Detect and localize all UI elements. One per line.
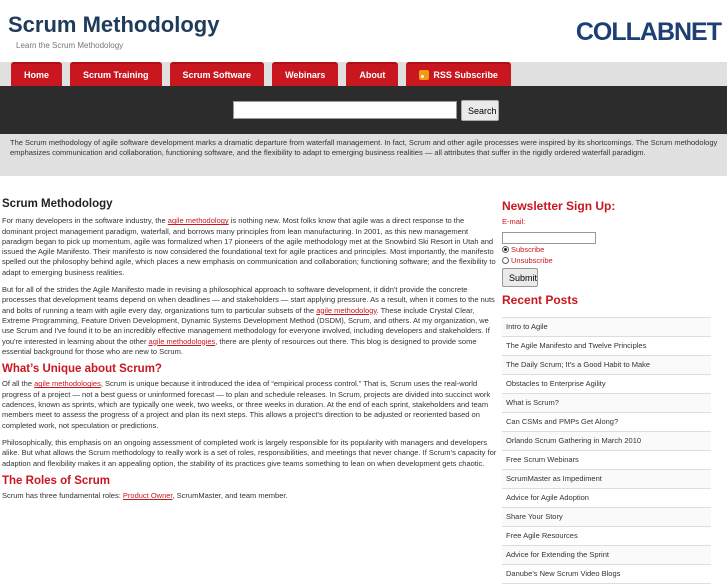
recent-post-item[interactable]: Orlando Scrum Gathering in March 2010 [502,432,711,451]
recent-posts-list [502,317,711,584]
intro-banner: The Scrum methodology of agile software development marks a dramatic departure from waterfall management. In fact, Scrum and other agile processes were inspired by its shortcomings. The Scrum methodology emphasizes communication and collaboration, functioning software, and the flexibility to adapt to emerging business realities — all attributes that suffer in the rigidly ordered waterfall paradigm. [0,134,727,176]
nav-label: Scrum Training [83,70,149,80]
section-heading-roles: The Roles of Scrum [2,474,110,487]
text: , ScrumMaster, and team member. [172,491,288,501]
link-agile-methodology[interactable]: agile methodology [167,216,229,226]
submit-button[interactable]: Submit [502,268,538,287]
radio-subscribe[interactable] [502,246,509,253]
recent-post-item[interactable]: Can CSMs and PMPs Get Along? [502,413,711,432]
recent-posts-heading: Recent Posts [502,293,579,307]
radio-label: Unsubscribe [511,256,553,265]
radio-unsubscribe[interactable] [502,257,509,264]
email-label: E-mail: [502,217,526,226]
search-input[interactable] [233,101,457,119]
nav-about[interactable] [346,62,398,86]
paragraph-3 [2,379,497,430]
recent-post-item[interactable]: Free Agile Resources [502,527,711,546]
text: Of all the [2,379,35,389]
site-tagline: Learn the Scrum Methodology [16,41,124,50]
nav-label: Scrum Software [182,70,252,80]
nav-scrum-training[interactable] [70,62,162,86]
nav-home[interactable] [11,62,62,86]
radio-label: Subscribe [511,245,545,254]
section-heading-unique: What’s Unique about Scrum? [2,363,162,376]
recent-post-item[interactable]: What is Scrum? [502,394,711,413]
text: For many developers in the software industry, the [2,216,168,226]
rss-icon [419,70,429,80]
recent-post-item[interactable]: Advice for Agile Adoption [502,489,711,508]
recent-post-item[interactable]: Danube’s New Scrum Video Blogs [502,565,711,584]
recent-post-item[interactable]: Free Scrum Webinars [502,451,711,470]
paragraph-5 [2,491,497,501]
recent-post-item[interactable]: The Daily Scrum; It’s a Good Habit to Make [502,356,711,375]
email-field[interactable] [502,232,596,244]
unsubscribe-option[interactable] [502,255,711,266]
text: Scrum has three fundamental roles: [2,491,123,501]
newsletter-heading: Newsletter Sign Up: [502,199,616,213]
subscribe-option[interactable] [502,244,711,255]
text: , there are plenty of resources out there. This blog is designed to provide some essential background for those who are new to Scrum. [2,336,477,356]
nav-label: About [359,70,386,80]
text: , Scrum is unique because it introduced the idea of “empirical process control.” That is, Scrum uses the real-world progress of a project — not a best guess or uninformed forecast — to plan and schedule releases. In Scrum, projects are divided into succinct work cadences, known as sprints, which are typically one week, two weeks, or three weeks in duration. At the end of each sprint, stakeholders and team members meet to assess the progress of a project and plan its next steps. This allows a project’s direction to be adjusted or reoriented based on completed work, not speculation or predictions. [2,379,491,430]
recent-post-item[interactable]: Intro to Agile [502,318,711,337]
text: . These include Crystal Clear, Extreme Programming, Feature Driven Development, Dynamic Systems Development Method (DSDM), Scrum, and others. At my organization, we use Scrum and I've found it to be an incredibly effective management methodology for everyone involved, including developers and stakeholders. If you're interested in learning about the other [2,305,490,346]
recent-post-item[interactable]: ScrumMaster as Impediment [502,470,711,489]
recent-post-item[interactable]: Obstacles to Enterprise Agility [502,375,711,394]
sidebar [502,199,711,584]
nav-scrum-software[interactable] [170,62,265,86]
nav-label: Home [24,70,50,80]
nav-rss-subscribe[interactable] [406,62,511,86]
main-content [2,199,497,508]
paragraph-1 [2,216,497,278]
link-product-owner[interactable]: Product Owner [122,491,173,501]
link-agile-methodologies[interactable]: agile methodologies [34,379,101,389]
paragraph-4: Philosophically, this emphasis on an ongoing assessment of completed work is largely responsible for its popularity with managers and developers alike. But what allows the Scrum methodology to really work is a set of roles, responsibilities, and meetings that never change. If Scrum’s capacity for adaption and flexibility makes it an appealing option, the stability of its practices give teams something to lean on when development gets chaotic. [2,437,497,468]
link-agile-methodology[interactable]: agile methodology [316,305,377,315]
main-nav [11,62,519,86]
recent-post-item[interactable]: Share Your Story [502,508,711,527]
nav-bar [0,62,727,86]
recent-post-item[interactable]: Advice for Extending the Sprint [502,546,711,565]
nav-label: RSS Subscribe [433,70,498,80]
article-title: Scrum Methodology [2,198,113,210]
link-agile-methodologies[interactable]: agile methodologies [148,336,216,346]
collabnet-logo[interactable]: COLLABNET [575,18,721,46]
search-button[interactable]: Search [461,100,499,121]
search-bar [0,86,727,134]
recent-post-item[interactable]: The Agile Manifesto and Twelve Principles [502,337,711,356]
site-title[interactable]: Scrum Methodology [8,12,220,37]
nav-webinars[interactable] [272,62,338,86]
site-header [0,0,727,62]
paragraph-2 [2,285,497,357]
text: But for all of the strides the Agile Manifesto made in revising a philosophical approach to software development, it didn't provide the concrete processes that development teams depend on when deadlines — and stakeholders — start applying pressure. As a result, when it comes to the nuts and bolts of running a team with agile every day, organizations turn to particular subsets of the [2,285,495,315]
nav-label: Webinars [285,70,326,80]
text: is nothing new. Most folks know that agile was a direct response to the dominant project management paradigm, waterfall, and borrows many principles from lean manufacturing. In 2001, as this new management paradigm began to pick up momentum, agile was formalized when 17 pioneers of the agile methodology met at the Snowbird Ski Resort in Utah and issued the Agile Manifesto. Their manifesto is now considered the foundational text for agile practices and principles. Most importantly, the manifesto spelled out the philosophy behind agile, which places a new emphasis on communication and collaboration; functioning software; and the flexibility to adapt to emerging business realities. [2,216,496,277]
